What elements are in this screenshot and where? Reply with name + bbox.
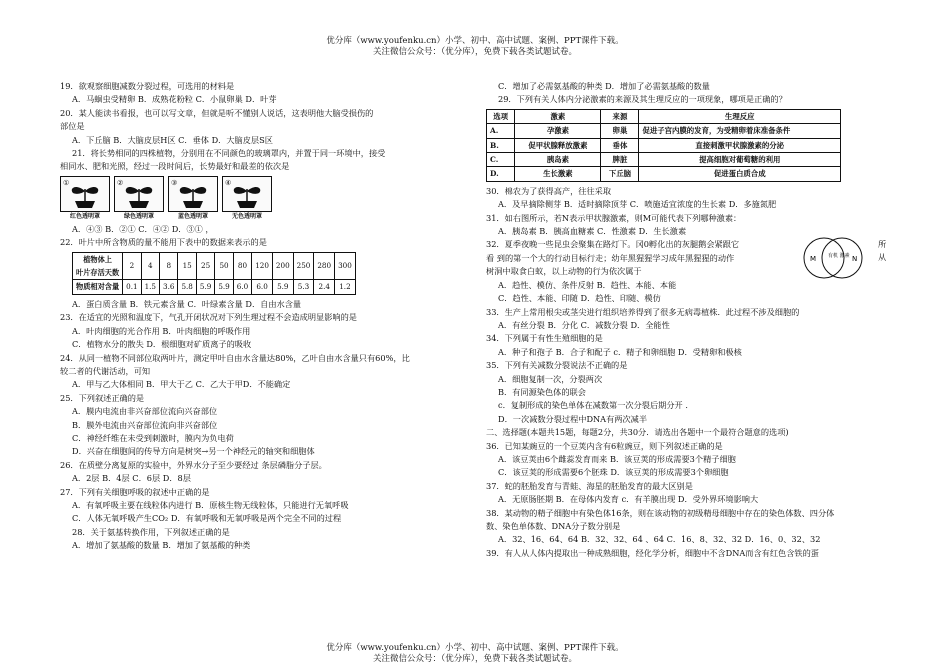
question-30-options: A．及早摘除侧芽 B．适时摘除顶芽 C．喷施适宜浓度的生长素 D．多施氮肥 — [498, 199, 777, 210]
question-26: 26．在质壁分离复原的实验中，外界水分子至少要经过 条层磷脂分子层。 — [60, 459, 327, 470]
question-33-options: A．有丝分裂 B．分化 C．减数分裂 D．全能性 — [498, 319, 670, 330]
table-cell: 卵巢 — [601, 124, 639, 138]
table-cell: 4 — [141, 252, 159, 280]
table-header-cell: 物质相对含量 — [73, 280, 123, 294]
table-cell: 促甲状腺释放激素 — [515, 138, 601, 152]
table-cell: 6.0 — [252, 280, 273, 294]
pot-label: 蓝色透明罩 — [177, 212, 208, 220]
leaf-data-table — [72, 252, 356, 295]
table-cell: 2 — [123, 252, 141, 280]
table-cell: 脾脏 — [601, 153, 639, 167]
table-cell: 50 — [215, 252, 233, 280]
question-35-option-d: D．一次减数分裂过程中DNA有两次减半 — [498, 413, 648, 424]
plant-figure — [60, 176, 470, 221]
question-32: 32．夏季夜晚一些昆虫会聚集在路灯下。冈0孵化出的灰腿鹅会紧跟它 — [486, 239, 740, 250]
pot-number: ④ — [225, 178, 232, 187]
question-31-options: A．胰岛素 B．胰高血糖素 C．性激素 D．生长激素 — [498, 226, 687, 237]
left-column — [60, 80, 470, 553]
question-22: 22．叶片中所含物质的量不能用下表中的数据来表示的是 — [60, 237, 267, 248]
question-32-fragment: 从 — [878, 252, 887, 263]
question-35-option-b: B．有同源染色体的联会 — [498, 386, 586, 397]
table-cell: 0.1 — [123, 280, 141, 294]
table-cell: 5.8 — [178, 280, 196, 294]
page-footer — [0, 643, 950, 665]
table-row — [487, 138, 841, 152]
table-cell: 胰岛素 — [515, 153, 601, 167]
question-25: 25．下列叙述正确的是 — [60, 392, 145, 403]
question-19: 19．欲观察细胞减数分裂过程，可选用的材料是 — [60, 81, 235, 91]
pot-label: 无色透明罩 — [231, 212, 262, 220]
table-cell: 3.6 — [160, 280, 178, 294]
question-24: 24．从同一植物不同部位取两叶片，测定甲叶自由水含量达80%，乙叶自由水含量只有60%，比 — [60, 352, 410, 363]
table-cell: 5.9 — [196, 280, 214, 294]
table-cell: 促进蛋白质合成 — [639, 167, 841, 181]
question-33: 33．生产上常用根尖或茎尖进行组织培养得到了很多无病毒植株．此过程不涉及细胞的 — [486, 306, 800, 317]
question-32-fragment: 所 — [878, 239, 887, 250]
table-row — [487, 109, 841, 123]
question-36: 36．已知某豌豆的一个豆荚内含有6粒豌豆，则下列叙述正确的是 — [486, 440, 723, 451]
table-cell: 提高细胞对葡萄糖的利用 — [639, 153, 841, 167]
table-cell: 6.0 — [233, 280, 251, 294]
pot-number: ③ — [171, 178, 178, 187]
question-25-option-b: B．膜外电流由兴奋部位流向非兴奋部位 — [72, 419, 218, 430]
table-row — [487, 167, 841, 181]
table-cell: 25 — [196, 252, 214, 280]
table-cell: A. — [487, 124, 515, 138]
table-cell: 5.3 — [293, 280, 314, 294]
table-cell: 300 — [335, 252, 356, 280]
table-cell: 孕激素 — [515, 124, 601, 138]
question-20-options: A．下丘脑 B．大脑皮层H区 C．垂体 D．大脑皮层S区 — [72, 134, 273, 145]
question-22-options: A．蛋白质含量 B．铁元素含量 C．叶绿素含量 D．自由水含量 — [72, 298, 302, 309]
table-cell: 2.4 — [314, 280, 335, 294]
question-36-option-cd: C．该豆荚的形成需要6个胚珠 D．该豆荚的形成需要3个卵细胞 — [498, 467, 729, 478]
question-20: 20．某人能读书看报，也可以写文章，但就是听不懂别人说话，这表明他大脑受损伤的 — [60, 107, 374, 118]
pot-number: ② — [117, 178, 124, 187]
question-32-cont: 看 到的第一个大的行动目标行走；幼年黑猩猩学习成年黑猩猩的动作 — [486, 252, 735, 263]
table-header-cell: 生理反应 — [639, 109, 841, 123]
question-39: 39．有人从人体内提取出一种成熟细胞，经化学分析，细胞中不含DNA而含有红色含铁的蛋 — [486, 547, 819, 558]
table-cell: 120 — [252, 252, 273, 280]
question-23-option-ab: A．叶肉细胞的光合作用 B．叶肉细胞的呼吸作用 — [72, 325, 251, 336]
question-28-option-ab: A．增加了氨基酸的数量 B．增加了氨基酸的种类 — [72, 540, 251, 551]
table-cell: 280 — [314, 252, 335, 280]
venn-center-label: 有机 激素 — [828, 253, 850, 260]
table-header-cell: 选项 — [487, 109, 515, 123]
venn-label-m: M — [810, 255, 817, 264]
question-21-cont: 相同水、肥和光照，经过一段时间后，长势最好和最差的依次是 — [60, 161, 290, 172]
question-35: 35．下列有关减数分裂说法不正确的是 — [486, 360, 628, 371]
table-cell: 80 — [233, 252, 251, 280]
question-28-option-cd: C．增加了必需氨基酸的种类 D．增加了必需氨基酸的数量 — [498, 81, 710, 91]
question-25-option-d: D．兴奋在细胞间的传导方向是树突→另一个神经元的轴突和细胞体 — [72, 446, 315, 457]
question-32-option-cd: C．趋性、本能、印随 D．趋性、印随、模仿 — [498, 293, 661, 304]
question-27-option-cd: C．人体无氧呼吸产生CO₂ D．有氧呼吸和无氧呼吸是两个完全不同的过程 — [72, 513, 342, 524]
question-34-options: A．种子和孢子 B．合子和配子 c．精子和卵细胞 D．受精卵和极核 — [498, 346, 742, 357]
header-line-2: 关注微信公众号：（优分库），免费下载各类试题试卷。 — [372, 47, 577, 57]
table-cell: 5.9 — [215, 280, 233, 294]
question-36-option-ab: A．该豆荚由6个雌蕊发育而来 B．该豆荚的形成需要3个精子细胞 — [498, 453, 736, 464]
question-30: 30．棉农为了获得高产，往往采取 — [486, 185, 612, 196]
question-20-cont: 部位是 — [60, 121, 85, 132]
table-cell: D. — [487, 167, 515, 181]
pot-label: 红色透明罩 — [69, 212, 100, 220]
venn-label-n: N — [852, 255, 858, 264]
question-29: 29．下列有关人体内分泌激素的来源及其生理反应的一项现象，哪项是正确的？ — [498, 94, 787, 105]
question-27: 27．下列有关细胞呼吸的叙述中正确的是 — [60, 486, 210, 497]
question-25-option-c: C．神经纤维在未受到刺激时，膜内为负电荷 — [72, 432, 234, 443]
venn-diagram — [798, 234, 868, 282]
table-cell: 垂体 — [601, 138, 639, 152]
question-23-option-cd: C．植物水分的散失 D．根细胞对矿质离子的吸收 — [72, 339, 252, 350]
question-37-options: A．无原肠胚期 B．在母体内发育 c．有羊膜出现 D．受外界环境影响大 — [498, 494, 759, 505]
plant-pot-1 — [60, 176, 110, 221]
table-cell: 250 — [293, 252, 314, 280]
section-2-heading: 二、选择题(本题共15题，每题2分，共30分．请选出各题中一个最符合题意的选项) — [486, 427, 789, 438]
hormone-table — [486, 109, 841, 182]
table-row — [73, 252, 356, 280]
question-32-block — [486, 238, 896, 278]
question-35-option-c: c．复制形成的染色单体在减数第一次分裂后期分开 ． — [498, 400, 694, 411]
question-31: 31．如右图所示，若N表示甲状腺激素，则M可能代表下列哪种激素： — [486, 212, 742, 223]
question-38-cont: 数、染色单体数、DNA分子数分别是 — [486, 521, 621, 531]
table-cell: 促进子宫内膜的发育，为受精卵着床准备条件 — [639, 124, 841, 138]
question-24-options: A．甲与乙大体相同 B．甲大于乙 C．乙大于甲D．不能确定 — [72, 379, 291, 390]
plant-pot-4 — [222, 176, 272, 221]
question-23: 23．在适宜的光照和温度下，气孔开闭状况对下列生理过程不会造成明显影响的是 — [60, 312, 357, 323]
plant-pot-3 — [168, 176, 218, 221]
table-row — [73, 280, 356, 294]
pot-number: ① — [63, 178, 70, 187]
question-35-option-a: A．细胞复制一次，分裂两次 — [498, 373, 603, 384]
question-26-options: A．2层 B．4层 C．6层 D．8层 — [72, 473, 191, 484]
table-cell: 直接刺激甲状腺激素的分泌 — [639, 138, 841, 152]
plant-pot-2 — [114, 176, 164, 221]
table-cell: 15 — [178, 252, 196, 280]
table-cell: 8 — [160, 252, 178, 280]
table-cell: 200 — [272, 252, 293, 280]
question-19-options: A．马蛔虫受精卵 B．成熟花粉粒 C．小鼠卵巢 D．叶芽 — [72, 94, 277, 105]
table-header-cell: 来源 — [601, 109, 639, 123]
table-cell: 5.9 — [272, 280, 293, 294]
question-32-cont2: 树洞中取食白蚁，以上动物的行为依次属于 — [486, 266, 642, 277]
table-cell: 1.2 — [335, 280, 356, 294]
footer-line-2: 关注微信公众号：（优分库），免费下载各类试题试卷。 — [372, 654, 577, 664]
question-21-options: A．④③ B．②① C．④② D．③① ， — [72, 223, 214, 234]
header-line-1: 优分库（www.youfenku.cn）小学、初中、高中试题、案例、PPT课件下载。 — [326, 36, 624, 46]
question-25-option-a: A．膜内电流由非兴奋部位流向兴奋部位 — [72, 406, 218, 417]
question-38-options: A．32、16、64、64 B．32、32、64 、64 C．16、8、32、32 D．16、0、32、32 — [498, 534, 821, 545]
question-24-cont: 较二者的代谢活动，可知 — [60, 365, 151, 376]
table-header-cell: 激素 — [515, 109, 601, 123]
table-cell: 下丘脑 — [601, 167, 639, 181]
pot-label: 绿色透明罩 — [123, 212, 154, 220]
table-cell: B. — [487, 138, 515, 152]
table-header-cell: 植物体上 叶片存活天数 — [73, 252, 123, 280]
question-21: 21．将长势相同的四株植物，分别用在不同颜色的玻璃罩内，并置于同一环境中，接受 — [72, 148, 386, 159]
question-37: 37．蛇的胚胎发育与青蛙、海星的胚胎发育的最大区别是 — [486, 480, 693, 491]
table-cell: C. — [487, 153, 515, 167]
table-cell: 1.5 — [141, 280, 159, 294]
table-row — [487, 124, 841, 138]
question-27-option-ab: A．有氧呼吸主要在线粒体内进行 B．原核生物无线粒体，只能进行无氧呼吸 — [72, 499, 349, 510]
right-column — [486, 80, 896, 560]
question-28: 28．关于氨基转换作用，下列叙述正确的是 — [72, 526, 230, 537]
question-32-option-ab: A．趋性、模仿、条件反射 B．趋性、本能、本能 — [498, 279, 677, 290]
table-row — [487, 153, 841, 167]
question-34: 34．下列属于有性生殖细胞的是 — [486, 333, 603, 344]
table-cell: 生长激素 — [515, 167, 601, 181]
question-38: 38．某动物的精子细胞中有染色体16条，则在该动物的初级精母细胞中存在的染色体数、四分体 — [486, 507, 835, 518]
footer-line-1: 优分库（www.youfenku.cn）小学、初中、高中试题、案例、PPT课件下载。 — [326, 643, 624, 653]
page-header — [0, 36, 950, 58]
